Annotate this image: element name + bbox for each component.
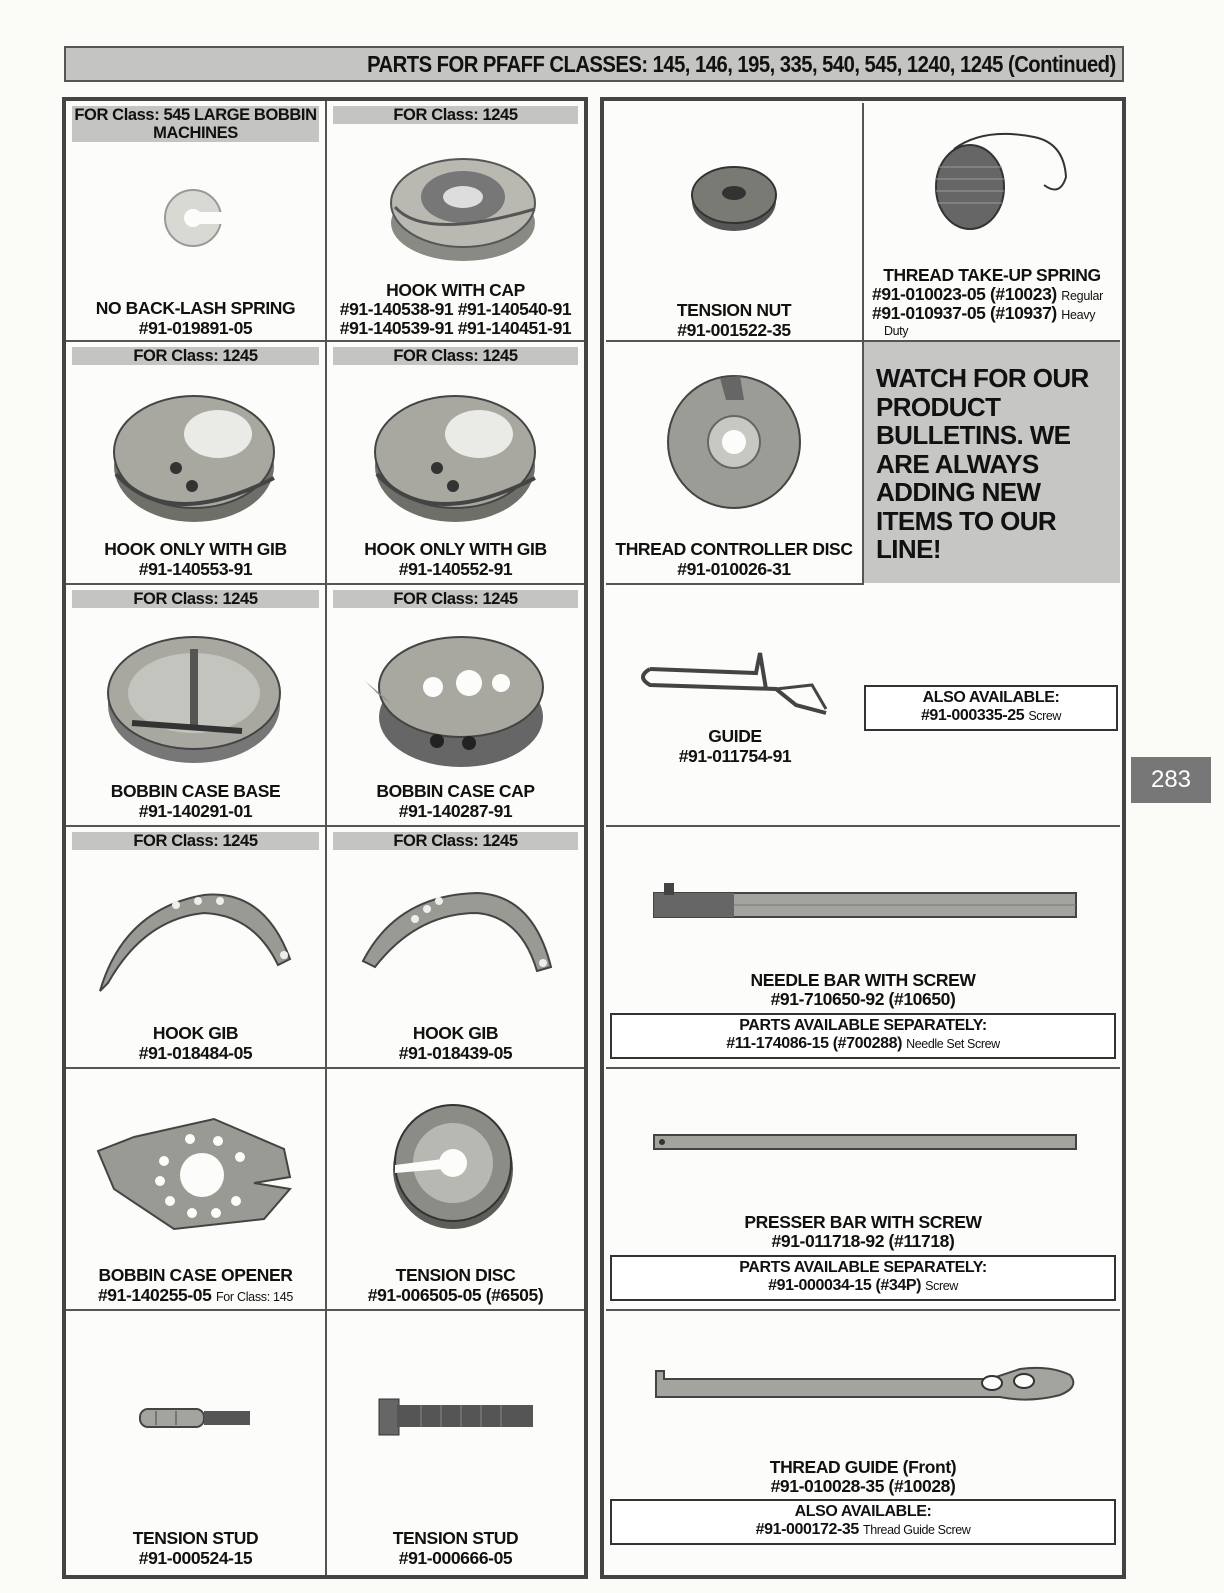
- notice-line-4: ARE ALWAYS: [876, 448, 1039, 479]
- separately-line: [612, 1277, 1114, 1295]
- part-number: #91-019891-05: [138, 318, 253, 338]
- part-cell-thread-take-up-spring: [864, 103, 1120, 342]
- tension-stud-image: [136, 1399, 256, 1439]
- notice-line-1: WATCH FOR OUR: [876, 363, 1089, 393]
- part-cell-guide: [606, 585, 1120, 827]
- guide-image: [636, 649, 836, 719]
- also-available-note: Screw: [1028, 709, 1062, 723]
- part-name: HOOK ONLY WITH GIB: [364, 539, 547, 559]
- class-banner: FOR Class: 1245: [72, 832, 319, 850]
- also-available-box: [864, 685, 1118, 731]
- take-up-spring-image: [914, 127, 1074, 237]
- part-number: #91-011718-92 (#11718): [771, 1231, 955, 1251]
- class-banner: FOR Class: 1245: [333, 832, 578, 850]
- part-number: #91-010937-05 (#10937): [872, 303, 1057, 323]
- class-banner: FOR Class: 1245: [72, 347, 319, 365]
- class-banner: FOR Class: 1245: [333, 590, 578, 608]
- part-name: BOBBIN CASE BASE: [110, 781, 281, 801]
- also-available-line: [612, 1521, 1114, 1539]
- part-cell-thread-controller-disc: [606, 342, 864, 585]
- part-cell-tension-nut: [606, 103, 864, 342]
- part-cell-tension-disc: [327, 1069, 584, 1311]
- part-name: THREAD GUIDE (Front): [769, 1457, 957, 1477]
- separately-part: #91-000034-15 (#34P): [768, 1277, 922, 1294]
- tension-disc-image: [389, 1103, 519, 1233]
- part-name: TENSION STUD: [392, 1528, 519, 1548]
- tension-nut-image: [688, 163, 780, 233]
- part-cell-hook-gib-1: [66, 827, 327, 1069]
- also-available-title: ALSO AVAILABLE:: [794, 1503, 932, 1520]
- notice-line-7: LINE!: [876, 534, 941, 564]
- part-number: #91-006505-05 (#6505): [367, 1285, 544, 1305]
- hook-only-with-gib-image: [108, 382, 280, 532]
- bobbin-case-base-image: [102, 623, 288, 773]
- separately-line: [612, 1035, 1114, 1053]
- part-name: PRESSER BAR WITH SCREW: [744, 1212, 982, 1232]
- part-number: #91-018439-05: [398, 1043, 513, 1063]
- part-note: For Class: 145: [215, 1290, 294, 1304]
- also-available-part: #91-000335-25: [920, 707, 1025, 724]
- part-cell-thread-guide: [606, 1311, 1120, 1575]
- separately-part: #11-174086-15 (#700288): [726, 1035, 903, 1052]
- part-number: #91-140538-91 #91-140540-91: [339, 299, 572, 319]
- part-number: #91-140287-91: [398, 801, 513, 821]
- also-available-line: [866, 707, 1116, 725]
- class-banner: FOR Class: 1245: [72, 590, 319, 608]
- part-number: #91-010028-35 (#10028): [770, 1476, 956, 1496]
- separately-note: Screw: [925, 1279, 958, 1293]
- part-name: THREAD TAKE-UP SPRING: [883, 265, 1101, 285]
- part-name: HOOK GIB: [152, 1023, 239, 1043]
- part-number: #91-140255-05: [97, 1285, 212, 1305]
- part-number-2: #91-140539-91 #91-140451-91: [339, 318, 572, 338]
- separately-title: PARTS AVAILABLE SEPARATELY:: [739, 1017, 987, 1034]
- notice-line-3: BULLETINS. WE: [876, 420, 1071, 450]
- also-available-part: #91-000172-35: [755, 1521, 859, 1538]
- hook-with-cap-image: [385, 145, 545, 265]
- part-name: TENSION NUT: [676, 300, 792, 320]
- tension-stud-image: [371, 1385, 541, 1445]
- parts-available-separately-box: [610, 1255, 1116, 1301]
- notice-line-5: ADDING NEW: [876, 477, 1041, 507]
- part-name: GUIDE: [708, 726, 762, 746]
- bobbin-case-opener-image: [94, 1109, 298, 1239]
- bobbin-case-cap-image: [361, 625, 549, 775]
- part-number: #91-010023-05 (#10023): [872, 284, 1057, 304]
- part-number: #91-001522-35: [677, 320, 791, 340]
- class-banner: FOR Class: 1245: [333, 347, 578, 365]
- part-number: #91-000666-05: [398, 1548, 513, 1568]
- page-number-tab: 283: [1131, 757, 1211, 803]
- also-available-title: ALSO AVAILABLE:: [922, 689, 1060, 706]
- part-cell-hook-with-cap: [327, 101, 584, 342]
- also-available-box: [610, 1499, 1116, 1545]
- presser-bar-image: [650, 1129, 1080, 1155]
- page-title: PARTS FOR PFAFF CLASSES: 145, 146, 195, 335, 540, 545, 1240, 1245 (Continued): [367, 50, 1116, 77]
- part-name: THREAD CONTROLLER DISC: [615, 539, 853, 559]
- part-number: #91-018484-05: [138, 1043, 253, 1063]
- part-number: #91-000524-15: [138, 1548, 253, 1568]
- part-note-3: Duty: [884, 324, 909, 338]
- part-name: TENSION DISC: [395, 1265, 516, 1285]
- part-cell-bobbin-case-base: [66, 585, 327, 827]
- part-name: HOOK WITH CAP: [386, 280, 525, 300]
- part-cell-presser-bar: [606, 1069, 1120, 1311]
- left-parts-panel: [62, 97, 588, 1579]
- part-cell-hook-only-with-gib-1: [66, 342, 327, 585]
- separately-note: Needle Set Screw: [906, 1037, 1000, 1051]
- part-name: HOOK GIB: [412, 1023, 499, 1043]
- part-cell-tension-stud-2: [327, 1311, 584, 1575]
- product-bulletins-notice: [864, 342, 1120, 583]
- part-cell-bobbin-case-cap: [327, 585, 584, 827]
- part-name: HOOK ONLY WITH GIB: [104, 539, 287, 559]
- separately-title: PARTS AVAILABLE SEPARATELY:: [739, 1259, 987, 1276]
- part-note: Regular: [1061, 289, 1103, 303]
- notice-line-6: ITEMS TO OUR: [876, 505, 1057, 536]
- no-backlash-spring-image: [161, 186, 231, 256]
- part-name: NEEDLE BAR WITH SCREW: [750, 970, 976, 990]
- parts-available-separately-box: [610, 1013, 1116, 1059]
- hook-only-with-gib-image: [369, 382, 541, 532]
- part-cell-tension-stud-1: [66, 1311, 327, 1575]
- class-banner: FOR Class: 1245: [333, 106, 578, 124]
- part-number-line: [66, 1286, 325, 1307]
- part-note: Heavy: [1061, 308, 1096, 322]
- thread-guide-image: [650, 1361, 1080, 1411]
- part-cell-hook-only-with-gib-2: [327, 342, 584, 585]
- part-number: #91-140553-91: [138, 559, 253, 579]
- notice-text: [876, 364, 1089, 564]
- part-cell-no-backlash-spring: [66, 101, 327, 342]
- class-banner: FOR Class: 545 LARGE BOBBIN MACHINES: [72, 106, 319, 142]
- right-parts-panel: [600, 97, 1126, 1579]
- notice-line-2: PRODUCT: [876, 391, 1001, 422]
- needle-bar-image: [650, 881, 1080, 925]
- part-cell-needle-bar: [606, 827, 1120, 1069]
- hook-gib-image: [357, 881, 557, 991]
- part-name: TENSION STUD: [132, 1528, 259, 1548]
- part-number: #91-011754-91: [678, 746, 792, 766]
- part-name: NO BACK-LASH SPRING: [95, 298, 296, 318]
- part-name: BOBBIN CASE CAP: [376, 781, 535, 801]
- also-available-note: Thread Guide Screw: [862, 1523, 971, 1537]
- part-number: #91-010026-31: [677, 559, 791, 579]
- page-header: [64, 46, 1124, 82]
- part-name: BOBBIN CASE OPENER: [98, 1265, 293, 1285]
- thread-controller-disc-image: [660, 370, 808, 510]
- part-cell-hook-gib-2: [327, 827, 584, 1069]
- part-number: #91-140552-91: [398, 559, 513, 579]
- part-number: #91-140291-01: [138, 801, 253, 821]
- part-cell-bobbin-case-opener: [66, 1069, 327, 1311]
- hook-gib-image: [94, 879, 294, 999]
- part-number: #91-710650-92 (#10650): [770, 989, 956, 1009]
